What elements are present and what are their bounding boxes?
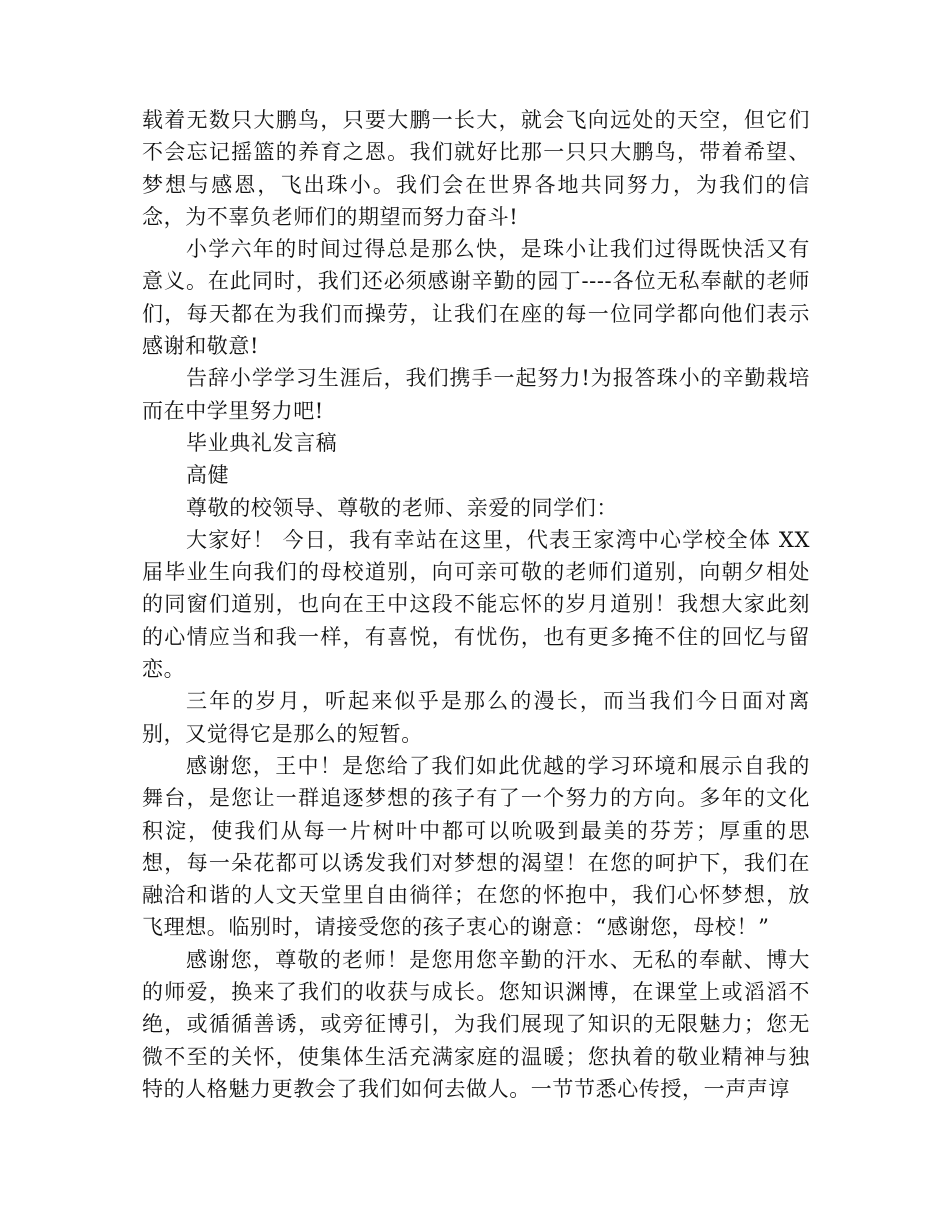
paragraph-greeting: 大家好！ 今日，我有幸站在这里，代表王家湾中心学校全体 XX 届毕业生向我们的母校道别，向可亲可敬的老师们道别，向朝夕相处的同窗们道别，也向在王中这段不能忘怀的岁月道别！我想大家此刻的心情应当和我一样，有喜悦，有忧伤，也有更多掩不住的回忆与留恋。 — [142, 527, 810, 682]
paragraph-three-years: 三年的岁月，听起来似乎是那么的漫长，而当我们今日面对离别，又觉得它是那么的短暂。 — [142, 689, 810, 746]
paragraph-2: 小学六年的时间过得总是那么快，是珠小让我们过得既快活又有意义。在此同时，我们还必须感谢辛勤的园丁----各位无私奉献的老师们，每天都在为我们而操劳，让我们在座的每一位同学都向他们表示感谢和敬意! — [142, 237, 810, 359]
speaker-name: 高健 — [186, 463, 230, 488]
paragraph-1: 载着无数只大鹏鸟，只要大鹏一长大，就会飞向远处的天空，但它们不会忘记摇篮的养育之恩。我们就好比那一只只大鹏鸟，带着希望、梦想与感恩，飞出珠小。我们会在世界各地共同努力，为我们的信念，为不辜负老师们的期望而努力奋斗! — [142, 108, 810, 229]
paragraph-thanks-school: 感谢您，王中！是您给了我们如此优越的学习环境和展示自我的舞台，是您让一群追逐梦想的孩子有了一个努力的方向。多年的文化积淀，使我们从每一片树叶中都可以吮吸到最美的芬芳；厚重的思想，每一朵花都可以诱发我们对梦想的渴望！在您的呵护下，我们在融洽和谐的人文天堂里自由徜徉；在您的怀抱中，我们心怀梦想，放飞理想。临别时，请接受您的孩子衷心的谢意：“感谢您，母校！” — [142, 753, 810, 940]
speech-title: 毕业典礼发言稿 — [186, 430, 338, 455]
salutation: 尊敬的校领导、尊敬的老师、亲爱的同学们： — [186, 495, 618, 520]
paragraph-thanks-teachers: 感谢您，尊敬的老师！是您用您辛勤的汗水、无私的奉献、博大的师爱，换来了我们的收获与成长。您知识渊博，在课堂上或滔滔不绝，或循循善诱，或旁征博引，为我们展现了知识的无限魅力；您无微不至的关怀，使集体生活充满家庭的温暖；您执着的敬业精神与独特的人格魅力更教会了我们如何去做人。一节节悉心传授，一声声谆 — [142, 947, 810, 1101]
document-body — [142, 104, 810, 1105]
paragraph-3: 告辞小学学习生涯后，我们携手一起努力!为报答珠小的辛勤栽培而在中学里努力吧! — [142, 366, 810, 423]
